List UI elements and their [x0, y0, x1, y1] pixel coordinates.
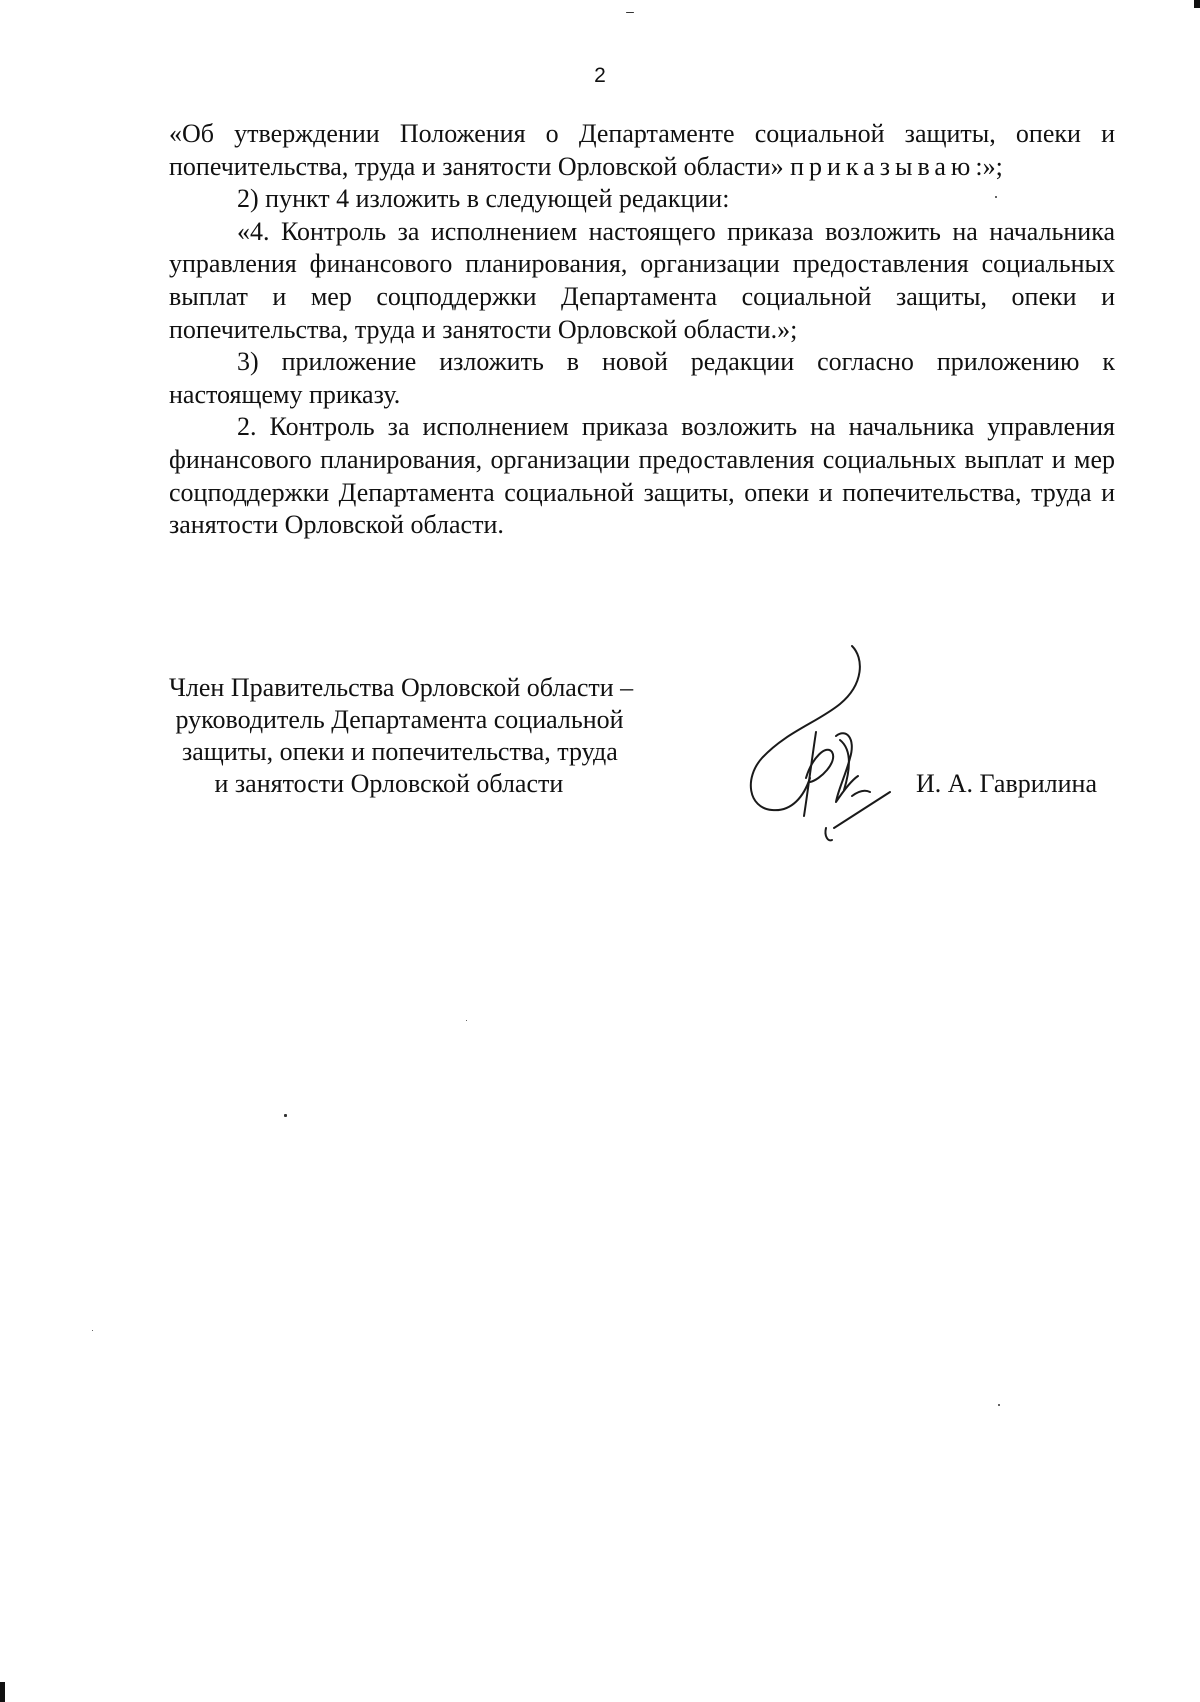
paragraph-order-preamble [169, 118, 1115, 183]
paragraph-control-clause: 2. Контроль за исполнением приказа возложить на начальника управления финансового планирования, организации предоставления социальных выплат и мер соцподдержки Департамента социальной защиты, опеки и попечительства, труда и занятости Орловской области. [169, 412, 1115, 540]
order-preamble-text: «Об утверждении Положения о Департаменте социальной защиты, опеки и попечительства, труда и занятости Орловской области» [169, 119, 1115, 181]
document-body [169, 118, 1115, 542]
signer-position-line: Член Правительства Орловской области – [169, 673, 634, 702]
order-keyword: приказываю [790, 151, 976, 181]
signer-position-line: руководитель Департамента социальной [169, 705, 624, 734]
scan-corner-mark-top-right [1194, 0, 1200, 8]
order-preamble-tail: :»; [975, 151, 1003, 181]
scan-corner-mark-bottom-left [0, 1682, 5, 1702]
scan-speck [626, 12, 634, 13]
signer-position-line: защиты, опеки и попечительства, труда [169, 737, 618, 766]
page-number: 2 [594, 64, 606, 87]
handwritten-signature-icon [740, 640, 910, 850]
scan-speck [284, 1114, 287, 1117]
signer-position [169, 672, 689, 800]
paragraph-item-4-text: «4. Контроль за исполнением настоящего приказа возложить на начальника управления финансового планирования, организации предоставления социальных выплат и мер соцподдержки Департамента социальной защиты, опеки и попечительства, труда и занятости Орловской области.»; [169, 216, 1115, 344]
paragraph-item-2: 2) пункт 4 изложить в следующей редакции: [237, 184, 730, 214]
scan-speck [466, 1020, 467, 1021]
signer-position-line: и занятости Орловской области [169, 769, 564, 798]
paragraph-item-3: 3) приложение изложить в новой редакции согласно приложению к настоящему приказу. [169, 347, 1115, 409]
signer-name: И. А. Гаврилина [916, 769, 1098, 798]
scan-speck [92, 1330, 93, 1331]
scan-speck [998, 1404, 1000, 1406]
